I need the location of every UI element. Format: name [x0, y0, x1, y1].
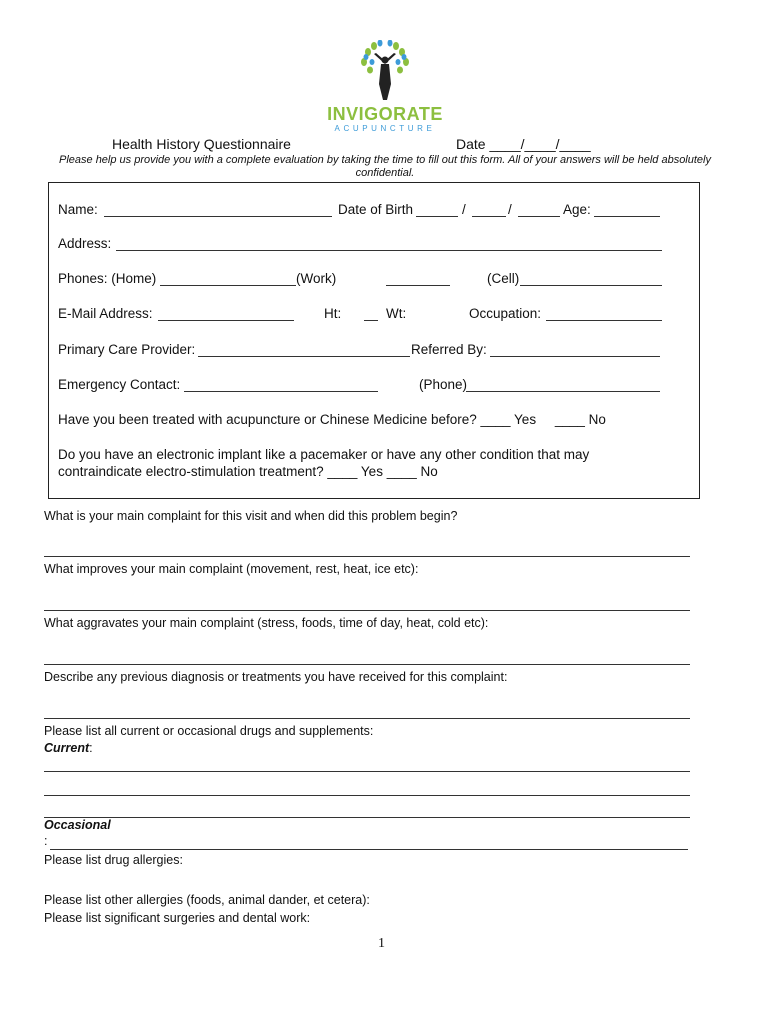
intro-text: Please help us provide you with a complete evaluation by taking the time to fill out this form. All of your answers will be held absolutely confidential. [59, 154, 711, 179]
question-drug-allergies: Please list drug allergies: [44, 853, 183, 867]
emergency-label: Emergency Contact: [58, 377, 181, 392]
tree-figure-icon [360, 40, 410, 102]
question-improves: What improves your main complaint (movement, rest, heat, ice etc): [44, 562, 419, 576]
answer-line-3[interactable] [44, 664, 690, 665]
weight-label: Wt: [386, 306, 407, 321]
cell-phone-field[interactable] [520, 285, 662, 286]
question-drugs: Please list all current or occasional drugs and supplements: [44, 724, 374, 738]
brand-subtitle: ACUPUNCTURE [334, 124, 436, 133]
date-field[interactable]: Date ____/____/____ [456, 136, 591, 152]
question-other-allergies: Please list other allergies (foods, animal dander, et cetera): [44, 893, 370, 907]
implant-question-line1: Do you have an electronic implant like a pacemaker or have any other condition that may [58, 447, 590, 462]
dob-month-field[interactable] [416, 216, 458, 217]
pcp-field[interactable] [198, 356, 410, 357]
emergency-field[interactable] [184, 391, 378, 392]
referred-field[interactable] [490, 356, 660, 357]
dob-slash-2: / [508, 202, 512, 217]
age-field[interactable] [594, 216, 660, 217]
page-number: 1 [378, 936, 385, 951]
dob-year-field[interactable] [518, 216, 560, 217]
current-drugs-line-2[interactable] [44, 795, 690, 796]
question-surgeries: Please list significant surgeries and dental work: [44, 911, 311, 925]
implant-question-line2[interactable]: contraindicate electro-stimulation treatment? ____ Yes ____ No [58, 464, 438, 479]
cell-phone-label: (Cell) [487, 271, 520, 286]
current-drugs-line-3[interactable] [44, 817, 690, 818]
occasional-label: Occasional [44, 818, 111, 832]
height-label: Ht: [324, 306, 342, 321]
work-phone-label: (Work) [296, 271, 337, 286]
dob-slash-1: / [462, 202, 466, 217]
work-phone-field[interactable] [386, 285, 450, 286]
home-phone-label: Phones: (Home) [58, 271, 157, 286]
question-main-complaint: What is your main complaint for this visit and when did this problem begin? [44, 509, 458, 523]
referred-label: Referred By: [411, 342, 487, 357]
address-field[interactable] [116, 250, 662, 251]
address-label: Address: [58, 236, 112, 251]
age-label: Age: [563, 202, 591, 217]
current-drugs-line-1[interactable] [44, 771, 690, 772]
answer-line-4[interactable] [44, 718, 690, 719]
question-diagnosis: Describe any previous diagnosis or treatments you have received for this complaint: [44, 670, 508, 684]
answer-line-2[interactable] [44, 610, 690, 611]
email-field[interactable] [158, 320, 294, 321]
page-title: Health History Questionnaire [112, 136, 291, 152]
occasional-colon: : [44, 834, 48, 848]
name-label: Name: [58, 202, 98, 217]
home-phone-field[interactable] [160, 285, 296, 286]
current-label: Current: [44, 741, 93, 755]
brand-name: INVIGORATE [327, 104, 443, 124]
question-aggravates: What aggravates your main complaint (stress, foods, time of day, heat, cold etc): [44, 616, 489, 630]
occupation-field[interactable] [546, 320, 662, 321]
email-label: E-Mail Address: [58, 306, 153, 321]
height-field[interactable] [364, 320, 378, 321]
answer-line-1[interactable] [44, 556, 690, 557]
name-field[interactable] [104, 216, 332, 217]
pcp-label: Primary Care Provider: [58, 342, 196, 357]
dob-label: Date of Birth [338, 202, 414, 217]
emergency-phone-field[interactable] [466, 391, 660, 392]
dob-day-field[interactable] [472, 216, 506, 217]
emergency-phone-label: (Phone) [419, 377, 468, 392]
invigorate-logo [326, 40, 444, 136]
acupuncture-question[interactable]: Have you been treated with acupuncture or Chinese Medicine before? ____ Yes ____ No [58, 412, 606, 427]
occasional-drugs-line[interactable] [50, 849, 688, 850]
occupation-label: Occupation: [469, 306, 542, 321]
